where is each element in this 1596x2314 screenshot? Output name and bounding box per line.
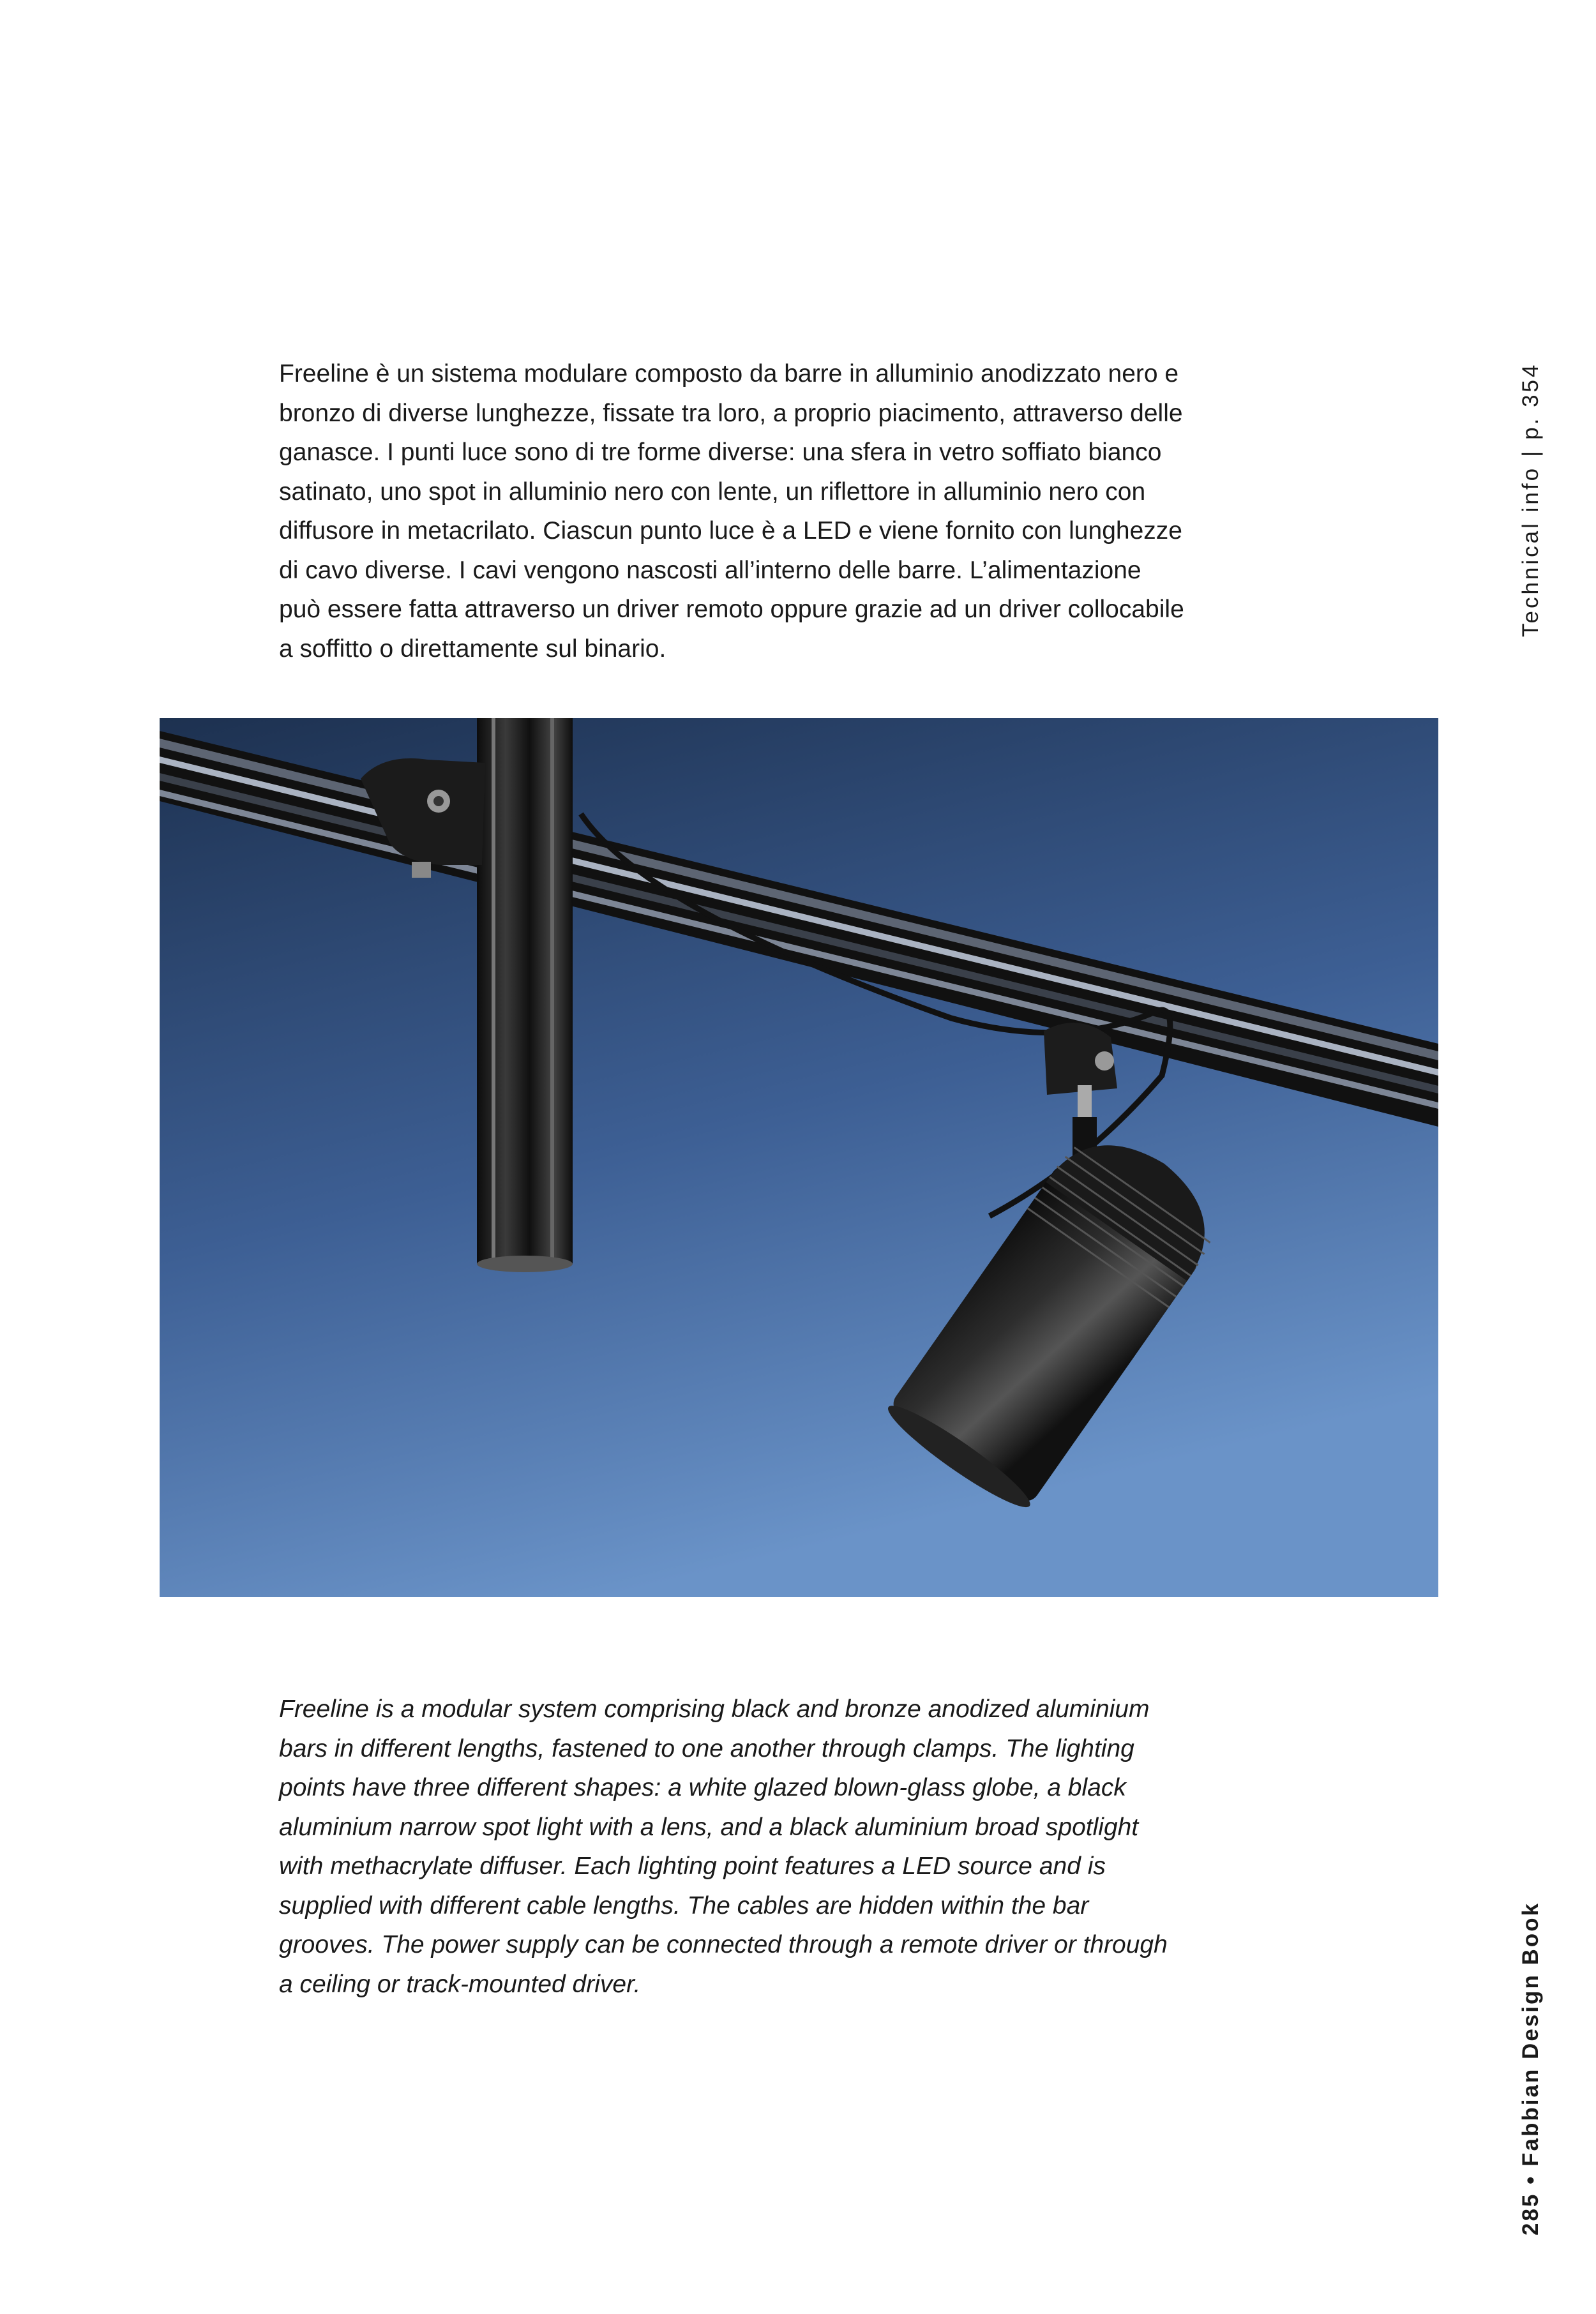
vertical-bar bbox=[477, 718, 573, 1272]
separator: | bbox=[1518, 448, 1543, 457]
book-title: Fabbian Design Book bbox=[1518, 1902, 1543, 2167]
english-description: Freeline is a modular system comprising black and bronze anodized aluminium bars in different lengths, fastened to one another through clamps. The lighting points have three different shapes: a white glazed blown-glass globe, a black aluminium narrow spot light with a lens, and a black aluminium broad spotlight with methacrylate diffuser. Each lighting point features a LED source and is supplied with different cable lengths. The cables are hidden within the bar grooves. The power supply can be connected through a remote driver or through a ceiling or track-mounted driver. bbox=[279, 1695, 1168, 1998]
bullet-separator: • bbox=[1518, 2174, 1543, 2184]
sky-background bbox=[160, 718, 1438, 1597]
page-reference: p. 354 bbox=[1518, 362, 1543, 440]
technical-info-label: Technical info bbox=[1518, 465, 1543, 637]
italian-description: Freeline è un sistema modulare composto da barre in alluminio anodizzato nero e bronzo di diverse lunghezze, fissate tra loro, a proprio piacimento, attraverso delle ganasce. I punti luce sono di tre forme diverse: una sfera in vetro soffiato bianco satinato, uno spot in alluminio nero con lente, un riflettore in alluminio nero con diffusore in metacrilato. Ciascun punto luce è a LED e viene fornito con lunghezze di cavo diverse. I cavi vengono nascosti all’interno delle barre. L’alimentazione può essere fatta attraverso un driver remoto oppure grazie ad un driver collocabile a soffitto o direttamente sul binario. bbox=[279, 360, 1184, 663]
page-number: 285 bbox=[1518, 2192, 1543, 2235]
technical-info-reference[interactable] bbox=[1518, 363, 1544, 637]
page-footer bbox=[1518, 1902, 1544, 2235]
product-photo bbox=[160, 718, 1438, 1597]
